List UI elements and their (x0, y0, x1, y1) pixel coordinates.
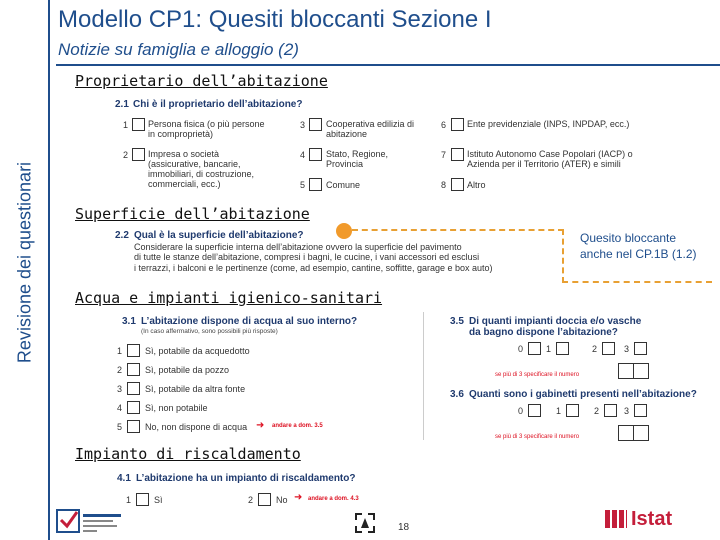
scale-checkbox[interactable] (604, 404, 617, 417)
istat-logo-icon (605, 510, 627, 528)
specify-number-hint: se più di 3 specificare il numero (495, 372, 580, 378)
sidebar-divider (48, 0, 50, 540)
callout-note: Quesito bloccante anche nel CP.1B (1.2) (580, 231, 697, 261)
option-number: 5 (117, 422, 123, 432)
header-divider (56, 64, 720, 66)
option-number: 2 (123, 150, 129, 160)
section-title-water: Acqua e impianti igienico-sanitari (75, 289, 383, 307)
connector-line (352, 229, 564, 231)
question-hint-line: Considerare la superficie interna dell’abitazione ovvero la superficie del pavimento (134, 242, 462, 252)
scale-checkbox[interactable] (634, 342, 647, 355)
option-number: 6 (441, 120, 447, 130)
page-title: Modello CP1: Quesiti bloccanti Sezione I (58, 6, 492, 33)
option-label: Sì, potabile da altra fonte (145, 384, 246, 394)
scale-checkbox[interactable] (602, 342, 615, 355)
option-checkbox[interactable] (132, 148, 145, 161)
scale-checkbox[interactable] (566, 404, 579, 417)
scale-label: 0 (518, 344, 524, 354)
option-label: Stato, Regione, Provincia (326, 149, 389, 169)
option-label: Sì, potabile da pozzo (145, 365, 230, 375)
option-checkbox[interactable] (127, 420, 140, 433)
question-number: 2.1 (115, 99, 129, 110)
section-title-heating: Impianto di riscaldamento (75, 445, 301, 463)
scale-label: 3 (624, 344, 630, 354)
arrow-right-icon: ➜ (256, 420, 265, 431)
question-text: Di quanti impianti doccia e/o vasche (469, 316, 642, 327)
option-checkbox[interactable] (258, 493, 271, 506)
scale-checkbox[interactable] (634, 404, 647, 417)
option-checkbox[interactable] (136, 493, 149, 506)
page-number: 18 (398, 522, 410, 533)
question-text: L’abitazione ha un impianto di riscaldamento? (136, 473, 356, 484)
column-divider (423, 312, 424, 440)
question-hint: (In caso affermativo, sono possibili più risposte) (141, 328, 278, 335)
number-input-box[interactable] (633, 363, 649, 379)
highlight-marker (336, 223, 352, 239)
scale-label: 2 (592, 344, 598, 354)
question-hint-line: di tutte le stanze dell’abitazione, compresi i bagni, le cucine, i vani accessori ed esclusi (134, 252, 480, 262)
option-label: Comune (326, 180, 361, 190)
question-text: Chi è il proprietario dell’abitazione? (133, 99, 303, 110)
option-checkbox[interactable] (451, 118, 464, 131)
option-checkbox[interactable] (309, 148, 322, 161)
scale-checkbox[interactable] (556, 342, 569, 355)
option-label: Altro (467, 180, 486, 190)
option-label: Sì (154, 495, 163, 505)
option-label: Ente previdenziale (INPS, INPDAP, ecc.) (467, 119, 630, 129)
istat-logo-text: Istat (631, 508, 673, 530)
option-checkbox[interactable] (127, 401, 140, 414)
number-input-box[interactable] (618, 363, 634, 379)
scale-label: 1 (556, 406, 562, 416)
question-text: L’abitazione dispone di acqua al suo interno? (141, 316, 358, 327)
option-number: 3 (300, 120, 306, 130)
question-text: da bagno dispone l’abitazione? (469, 327, 618, 338)
option-number: 4 (117, 403, 123, 413)
option-number: 1 (123, 120, 129, 130)
question-number: 3.6 (450, 389, 464, 400)
sidebar-label: Revisione dei questionari (14, 161, 35, 364)
option-number: 2 (248, 495, 254, 505)
option-number: 3 (117, 384, 123, 394)
connector-line (562, 281, 712, 283)
question-text: Quanti sono i gabinetti presenti nell’abitazione? (469, 389, 697, 400)
scale-label: 0 (518, 406, 524, 416)
arrow-right-icon: ➜ (294, 492, 303, 503)
option-number: 5 (300, 180, 306, 190)
istat-logo (605, 508, 672, 531)
option-label: Sì, potabile da acquedotto (145, 346, 250, 356)
option-label: Impresa o società (assicurative, bancarie, immobiliari, di costruzione, commerciali, ecc.) (148, 149, 255, 189)
option-checkbox[interactable] (451, 148, 464, 161)
scale-label: 2 (594, 406, 600, 416)
number-input-box[interactable] (618, 425, 634, 441)
option-checkbox[interactable] (132, 118, 145, 131)
question-number: 4.1 (117, 473, 131, 484)
section-title-owner: Proprietario dell’abitazione (75, 72, 328, 90)
number-input-box[interactable] (633, 425, 649, 441)
option-checkbox[interactable] (451, 178, 464, 191)
scale-label: 3 (624, 406, 630, 416)
option-number: 4 (300, 150, 306, 160)
option-checkbox[interactable] (127, 344, 140, 357)
option-checkbox[interactable] (309, 178, 322, 191)
question-number: 2.2 (115, 230, 129, 241)
option-number: 2 (117, 365, 123, 375)
option-label: Cooperativa edilizia di abitazione (326, 119, 415, 139)
specify-number-hint: se più di 3 specificare il numero (495, 434, 580, 440)
option-label: No (276, 495, 288, 505)
option-number: 8 (441, 180, 447, 190)
option-checkbox[interactable] (127, 382, 140, 395)
section-title-surface: Superficie dell’abitazione (75, 205, 310, 223)
option-label: Istituto Autonomo Case Popolari (IACP) o Azienda per il Territorio (ATER) e simili (467, 149, 633, 169)
question-hint-line: i terrazzi, i balconi e le pertinenze (come, ad esempio, cantine, soffitte, garage e box auto) (134, 263, 493, 273)
census-logo-icon (55, 506, 125, 538)
option-label: Persona fisica (o più persone in comproprietà) (148, 119, 265, 139)
home-navigation-icon[interactable] (354, 512, 376, 534)
question-text: Qual è la superficie dell’abitazione? (134, 230, 304, 241)
option-number: 1 (117, 346, 123, 356)
skip-instruction: andare a dom. 4.3 (308, 496, 359, 502)
question-number: 3.5 (450, 316, 464, 327)
scale-checkbox[interactable] (528, 404, 541, 417)
option-checkbox[interactable] (127, 363, 140, 376)
option-label: No, non dispone di acqua (145, 422, 248, 432)
scale-label: 1 (546, 344, 552, 354)
option-number: 7 (441, 150, 447, 160)
connector-line (562, 229, 564, 283)
option-number: 1 (126, 495, 132, 505)
question-number: 3.1 (122, 316, 136, 327)
option-label: Sì, non potabile (145, 403, 208, 413)
skip-instruction: andare a dom. 3.5 (272, 423, 323, 429)
option-checkbox[interactable] (309, 118, 322, 131)
scale-checkbox[interactable] (528, 342, 541, 355)
page-subtitle: Notizie su famiglia e alloggio (2) (58, 40, 299, 59)
